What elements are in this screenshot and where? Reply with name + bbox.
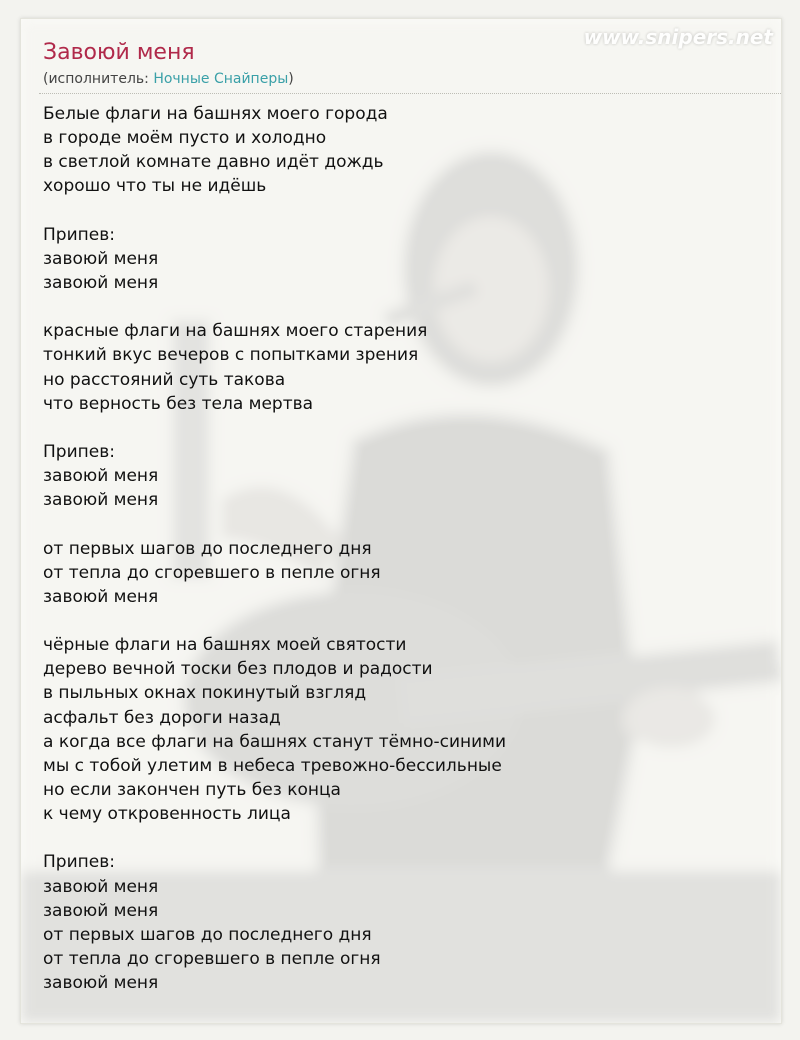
divider xyxy=(39,93,781,94)
lyric-line: завоюй меня xyxy=(43,248,159,269)
lyric-line: завоюй меня xyxy=(43,490,159,511)
lyric-line: завоюй меня xyxy=(43,876,159,897)
artist-link[interactable]: Ночные Снайперы xyxy=(153,71,289,87)
lyric-line: дерево вечной тоски без плодов и радости xyxy=(43,659,433,680)
lyric-line: завоюй меня xyxy=(43,586,159,607)
lyric-line: от тепла до сгоревшего в пепле огня xyxy=(43,562,381,583)
stanza-gap xyxy=(43,512,506,536)
artist-prefix: (исполнитель: xyxy=(43,71,154,87)
lyric-line: красные флаги на башнях моего старения xyxy=(43,321,428,342)
stanza-gap xyxy=(43,295,506,319)
lyric-line: завоюй меня xyxy=(43,466,159,487)
stanza-gap xyxy=(43,416,506,440)
lyric-line: завоюй меня xyxy=(43,272,159,293)
lyric-line: от первых шагов до последнего дня xyxy=(43,924,372,945)
stanza-gap xyxy=(43,826,506,850)
lyric-line: в городе моём пусто и холодно xyxy=(43,128,327,149)
stanza-gap xyxy=(43,199,506,223)
artist-suffix: ) xyxy=(288,71,294,87)
lyric-line: от первых шагов до последнего дня xyxy=(43,538,372,559)
lyric-line: Белые флаги на башнях моего города xyxy=(43,104,388,124)
stanza-gap xyxy=(43,609,506,633)
lyrics-text xyxy=(43,102,506,995)
lyric-line: Припев: xyxy=(43,441,115,462)
site-watermark: www.snipers.net xyxy=(583,25,773,49)
lyric-line: Припев: xyxy=(43,224,115,245)
lyric-line: к чему откровенность лица xyxy=(43,804,291,825)
lyric-line: тонкий вкус вечеров с попытками зрения xyxy=(43,345,419,366)
artist-line xyxy=(43,69,294,89)
lyric-line: асфальт без дороги назад xyxy=(43,707,281,728)
lyric-line: мы с тобой улетим в небеса тревожно-бессильные xyxy=(43,755,502,776)
lyric-line: а когда все флаги на башнях станут тёмно-синими xyxy=(43,731,507,752)
lyric-line: завоюй меня xyxy=(43,973,159,994)
lyric-line: в пыльных окнах покинутый взгляд xyxy=(43,683,367,704)
lyric-line: что верность без тела мертва xyxy=(43,393,314,414)
lyric-line: чёрные флаги на башнях моей святости xyxy=(43,635,407,656)
lyric-line: завоюй меня xyxy=(43,900,159,921)
lyric-line: в светлой комнате давно идёт дождь xyxy=(43,152,384,173)
lyric-line: Припев: xyxy=(43,852,115,873)
lyric-line: хорошо что ты не идёшь xyxy=(43,176,267,197)
song-title: Завоюй меня xyxy=(43,40,195,65)
lyric-line: от тепла до сгоревшего в пепле огня xyxy=(43,948,381,969)
lyric-line: но расстояний суть такова xyxy=(43,369,286,390)
lyrics-card xyxy=(20,18,782,1024)
lyric-line: но если закончен путь без конца xyxy=(43,779,341,800)
